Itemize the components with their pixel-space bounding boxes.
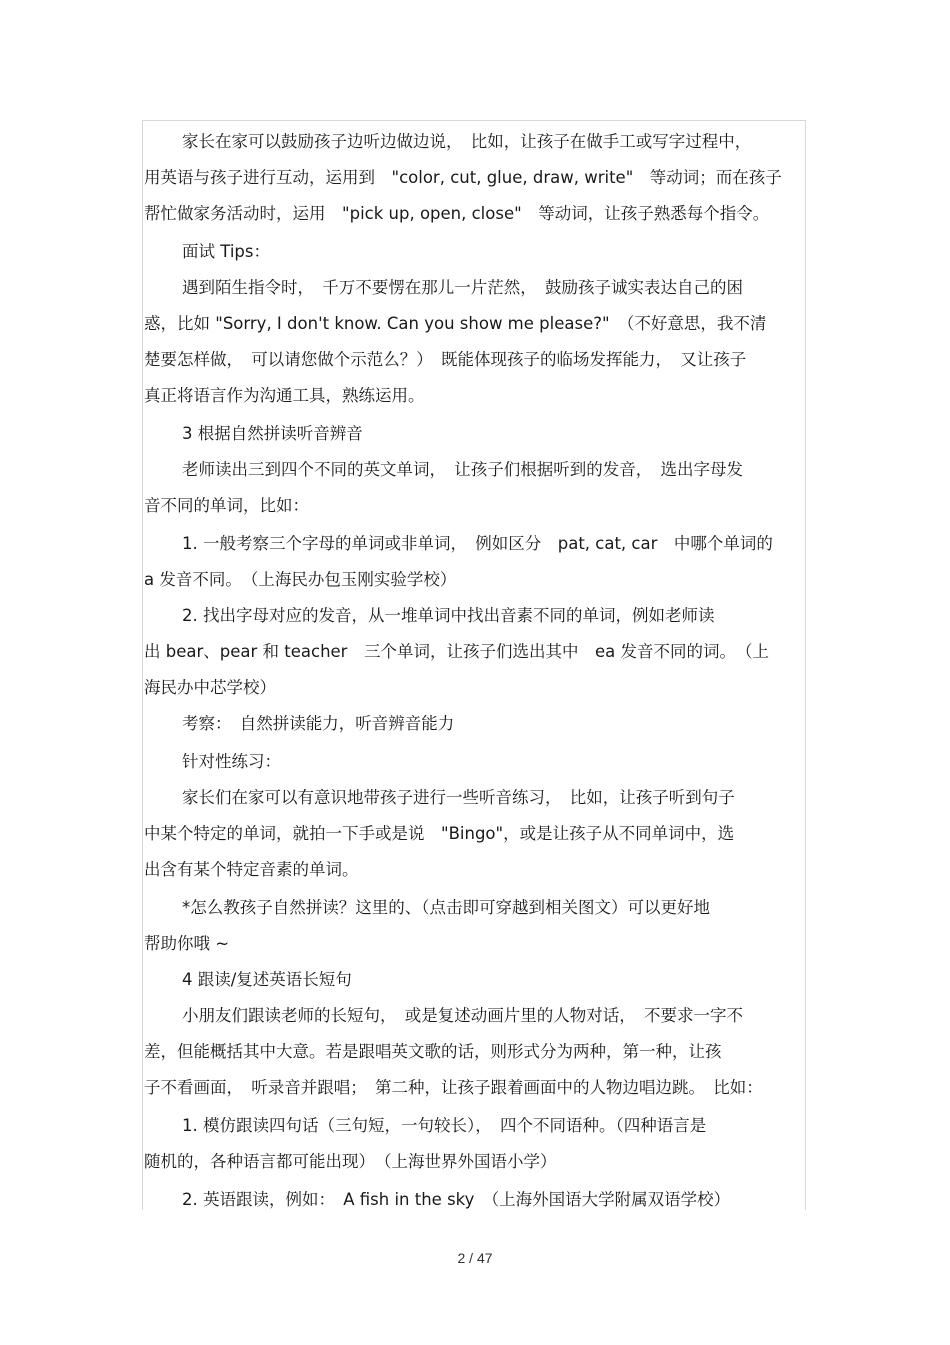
paragraph-line: 家长们在家可以有意识地带孩子进行一些听音练习， 比如，让孩子听到句子 [182, 788, 735, 807]
section-heading: 3 根据自然拼读听音辨音 [182, 424, 363, 443]
paragraph-line: 老师读出三到四个不同的英文单词， 让孩子们根据听到的发音， 选出字母发 [182, 460, 743, 479]
paragraph-line: 小朋友们跟读老师的长短句， 或是复述动画片里的人物对话， 不要求一字不 [182, 1006, 743, 1025]
paragraph-line: 帮助你哦 ~ [144, 934, 230, 953]
paragraph-line: *怎么教孩子自然拼读？这里的、（点击即可穿越到相关图文）可以更好地 [182, 898, 710, 917]
paragraph-line: 帮忙做家务活动时，运用 "pick up, open, close" 等动词，让孩子熟悉每个指令。 [144, 204, 770, 223]
paragraph-line: 惑，比如 "Sorry, I don't know. Can you show me please?" （不好意思，我不清 [144, 314, 767, 333]
list-item-line: 1. 一般考察三个字母的单词或非单词， 例如区分 pat, cat, car 中哪个单词的 [182, 534, 773, 553]
list-item-line: 2. 英语跟读，例如： A fish in the sky （上海外国语大学附属双语学校） [182, 1190, 731, 1209]
paragraph-line: 楚要怎样做， 可以请您做个示范么？） 既能体现孩子的临场发挥能力， 又让孩子 [144, 350, 747, 369]
paragraph-line: 考察： 自然拼读能力，听音辨音能力 [182, 714, 455, 733]
paragraph-line: 差，但能概括其中大意。若是跟唱英文歌的话，则形式分为两种，第一种，让孩 [144, 1042, 722, 1061]
page-number: 2 / 47 [457, 1250, 493, 1266]
list-item-line: 2. 找出字母对应的发音，从一堆单词中找出音素不同的单词，例如老师读 [182, 606, 715, 625]
list-item-line: 1. 模仿跟读四句话（三句短，一句较长）， 四个不同语种。（四种语言是 [182, 1116, 707, 1135]
section-heading: 面试 Tips： [182, 242, 270, 261]
list-item-line: 出 bear、pear 和 teacher 三个单词，让孩子们选出其中 ea 发音不同的词。 （上 [144, 642, 769, 661]
list-item-line: 随机的，各种语言都可能出现） （上海世界外国语小学） [144, 1152, 557, 1171]
list-item-line: 海民办中芯学校） [144, 678, 276, 697]
paragraph-line: 遇到陌生指令时， 千万不要愣在那儿一片茫然， 鼓励孩子诚实表达自己的困 [182, 278, 743, 297]
paragraph-line: 子不看画面， 听录音并跟唱； 第二种，让孩子跟着画面中的人物边唱边跳。 比如： [144, 1078, 763, 1097]
paragraph-line: 用英语与孩子进行互动，运用到 "color, cut, glue, draw, write" 等动词；而在孩子 [144, 168, 782, 187]
paragraph-line: 家长在家可以鼓励孩子边听边做边说， 比如，让孩子在做手工或写字过程中， [182, 132, 752, 151]
paragraph-line: 音不同的单词，比如： [144, 496, 309, 515]
paragraph-line: 出含有某个特定音素的单词。 [144, 860, 359, 879]
section-heading: 针对性练习： [182, 752, 281, 771]
section-heading: 4 跟读/复述英语长短句 [182, 970, 352, 989]
paragraph-line: 真正将语言作为沟通工具，熟练运用。 [144, 386, 425, 405]
list-item-line: a 发音不同。 （上海民办包玉刚实验学校） [144, 570, 457, 589]
paragraph-line: 中某个特定的单词，就拍一下手或是说 "Bingo"，或是让孩子从不同单词中，选 [144, 824, 735, 843]
